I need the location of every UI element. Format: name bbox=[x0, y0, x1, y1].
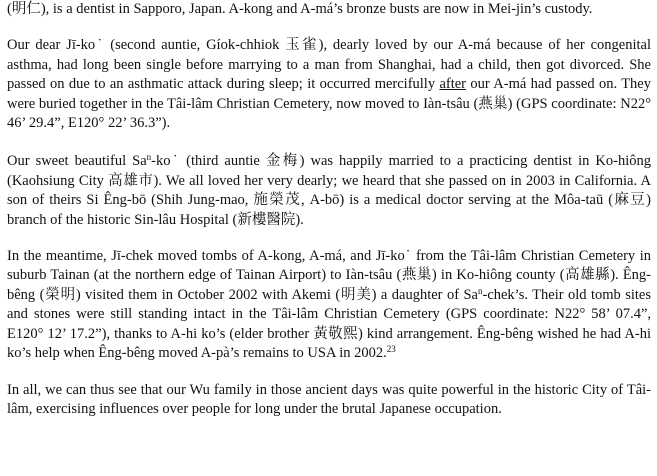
san-ko-text-part-2: -ko˙ (third auntie 金梅) was happily married to a practicing dentist in Ko-hiông (Kaohsiung City 高雄市). We all loved her very dearly; we heard that she passed on in 2003 in California. A son of theirs Si Êng-bō (Shih Jung-mao, 施榮茂, A-bō) is a medical doctor serving at the Môa-taū (麻豆) branch of the historic Sin-lâu Hospital (新樓醫院). bbox=[7, 153, 651, 228]
san-ko-text-part-1: Our sweet beautiful Sa bbox=[7, 153, 147, 170]
superscript-n: n bbox=[477, 285, 483, 296]
tombs-text-part-1: In the meantime, Jī-chek moved tombs of A-kong, A-má, and Jī-ko˙ from the Tâi-lâm Christian Cemetery in suburb Tainan (at the northern edge of Tainan Airport) to Iàn-tsâu (燕巢) in Ko-hiông county (高雄縣). Êng-bêng (榮明) visited them in October 2002 with Akemi (明美) a daughter of Sa bbox=[7, 248, 651, 303]
paragraph-tombs bbox=[7, 247, 651, 363]
emphasized-after: after bbox=[439, 76, 467, 93]
paragraph-san-ko bbox=[7, 152, 651, 230]
ji-ko-text-part-1: Our dear Jī-ko˙ (second auntie, Gíok-chhiok 玉雀), dearly loved by our A-má because of her congenital asthma, had long been single before marrying to a man from Shanghai, had a child, then got divorced. She passed on due to an asthmatic attack during sleep; it occurred mercifully bbox=[7, 37, 651, 93]
paragraph-intro: (明仁), is a dentist in Sapporo, Japan. A-kong and A-má’s bronze busts are now in Mei-jin’s custody. bbox=[7, 1, 593, 17]
ji-ko-text-part-2: our A-má had passed on. They were buried together in the Tâi-lâm Christian Cemetery, now moved to Iàn-tsâu (燕巢) (GPS coordinate: N22° 46’ 29.4”, E120° 22’ 36.3”). bbox=[7, 76, 651, 132]
paragraph-conclusion: In all, we can thus see that our Wu family in those ancient days was quite powerful in the historic City of Tâi-lâm, exercising influences over people for long under the brutal Japanese occupation. bbox=[7, 381, 651, 417]
paragraph-ji-ko bbox=[7, 36, 651, 133]
footnote-reference[interactable]: 23 bbox=[386, 344, 396, 355]
superscript-n: n bbox=[146, 152, 152, 163]
tombs-text-part-2: -chek’s. Their old tomb sites and stones were still standing intact in the Tâi-lâm Christian Cemetery (GPS coordinate: N22° 58’ 07.4”, E120° 12’ 17.2”), thanks to A-hi ko’s (elder brother 黃敬熙) kind arrangement. Êng-bêng wished he had A-hi ko’s help when Êng-bêng moved A-pà’s remains to USA in 2002. bbox=[7, 286, 652, 362]
